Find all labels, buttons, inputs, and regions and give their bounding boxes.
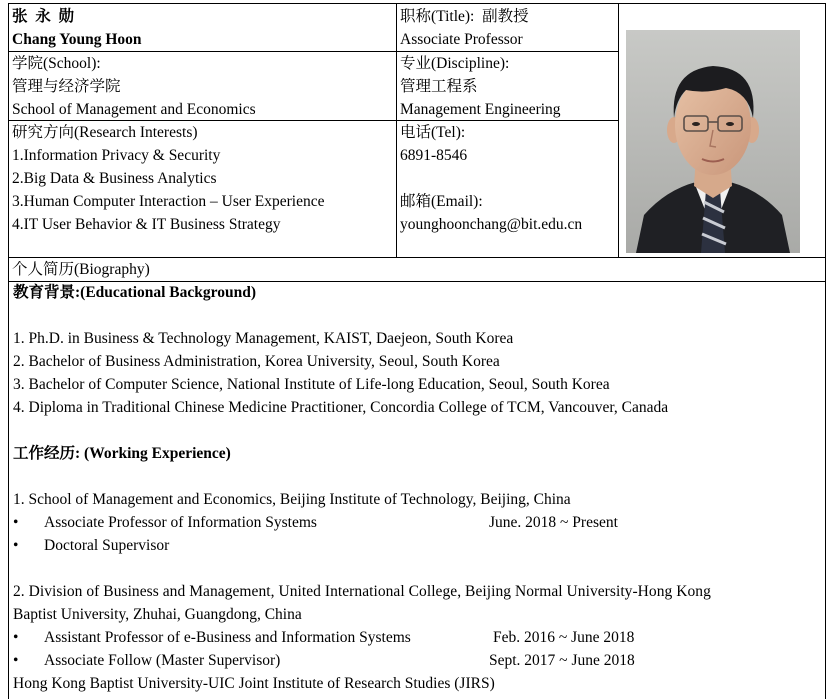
- discipline-cell: [397, 52, 617, 121]
- bullet: •: [13, 629, 19, 646]
- profile-photo: [626, 30, 800, 253]
- discipline-english: Management Engineering: [400, 101, 561, 118]
- education-heading: 教育背景:(Educational Background): [13, 284, 257, 301]
- biography-body: [9, 281, 824, 695]
- table-border-right: [825, 3, 826, 699]
- title-english: Associate Professor: [400, 31, 523, 48]
- email-label: 邮箱(Email):: [400, 193, 483, 210]
- portrait-image: [626, 30, 800, 253]
- tel-label: 电话(Tel):: [400, 124, 466, 141]
- biography-header: 个人简历(Biography): [12, 261, 150, 278]
- discipline-chinese: 管理工程系: [400, 78, 478, 95]
- table-border-top: [8, 3, 826, 4]
- bullet: •: [13, 514, 19, 531]
- title-label: 职称(Title): 副教授: [400, 8, 529, 25]
- contact-cell: [397, 121, 617, 236]
- work2-footer: Hong Kong Baptist University-UIC Joint Institute of Research Studies (JIRS): [13, 675, 495, 692]
- role-date: June. 2018 ~ Present: [489, 514, 618, 531]
- bullet: •: [13, 537, 19, 554]
- name-chinese: 张 永 勋: [12, 8, 75, 25]
- role-date: Sept. 2017 ~ June 2018: [489, 652, 635, 669]
- discipline-label: 专业(Discipline):: [400, 55, 510, 72]
- role-date: Feb. 2016 ~ June 2018: [493, 629, 635, 646]
- education-item: 4. Diploma in Traditional Chinese Medicine Practitioner, Concordia College of TCM, Vancouver, Canada: [13, 399, 669, 416]
- education-item: 3. Bachelor of Computer Science, National Institute of Life-long Education, Seoul, South Korea: [13, 376, 610, 393]
- education-item: 1. Ph.D. in Business & Technology Management, KAIST, Daejeon, South Korea: [13, 330, 514, 347]
- name-cell: [9, 5, 395, 51]
- school-english: School of Management and Economics: [12, 101, 256, 118]
- work1-role-row: [13, 511, 824, 534]
- name-english: Chang Young Hoon: [12, 31, 142, 48]
- contact-spacer: [400, 167, 617, 190]
- research-label: 研究方向(Research Interests): [12, 124, 198, 141]
- email-value: younghoonchang@bit.edu.cn: [400, 216, 583, 233]
- blank-line: [13, 557, 824, 580]
- research-item: 4.IT User Behavior & IT Business Strategy: [12, 216, 281, 233]
- research-item: 1.Information Privacy & Security: [12, 147, 221, 164]
- school-chinese: 管理与经济学院: [12, 78, 121, 95]
- role-title: Doctoral Supervisor: [44, 537, 170, 554]
- blank-line: [13, 419, 824, 442]
- work2-role-row: [13, 649, 824, 672]
- role-title: Assistant Professor of e-Business and Information Systems: [44, 629, 411, 646]
- blank-line: [13, 304, 824, 327]
- work2-title: 2. Division of Business and Management, United International College, Beijing Normal University-Hong Kong: [13, 583, 711, 600]
- school-cell: [9, 52, 395, 121]
- education-item: 2. Bachelor of Business Administration, Korea University, Seoul, South Korea: [13, 353, 500, 370]
- research-cell: [9, 121, 395, 236]
- role-title: Associate Professor of Information Systems: [44, 514, 317, 531]
- work1-role-row: [13, 534, 824, 557]
- school-label: 学院(School):: [12, 55, 101, 72]
- blank-line: [13, 465, 824, 488]
- biography-header-cell: [9, 258, 824, 281]
- work2-title-continued: Baptist University, Zhuhai, Guangdong, China: [13, 606, 302, 623]
- column-divider-2: [618, 3, 619, 257]
- bullet: •: [13, 652, 19, 669]
- title-cell: [397, 5, 617, 51]
- role-title: Associate Follow (Master Supervisor): [44, 652, 281, 669]
- research-item: 2.Big Data & Business Analytics: [12, 170, 217, 187]
- work1-title: 1. School of Management and Economics, Beijing Institute of Technology, Beijing, China: [13, 491, 571, 508]
- work-heading: 工作经历: (Working Experience): [13, 445, 231, 462]
- work2-role-row: [13, 626, 824, 649]
- tel-value: 6891-8546: [400, 147, 468, 164]
- research-item: 3.Human Computer Interaction – User Experience: [12, 193, 325, 210]
